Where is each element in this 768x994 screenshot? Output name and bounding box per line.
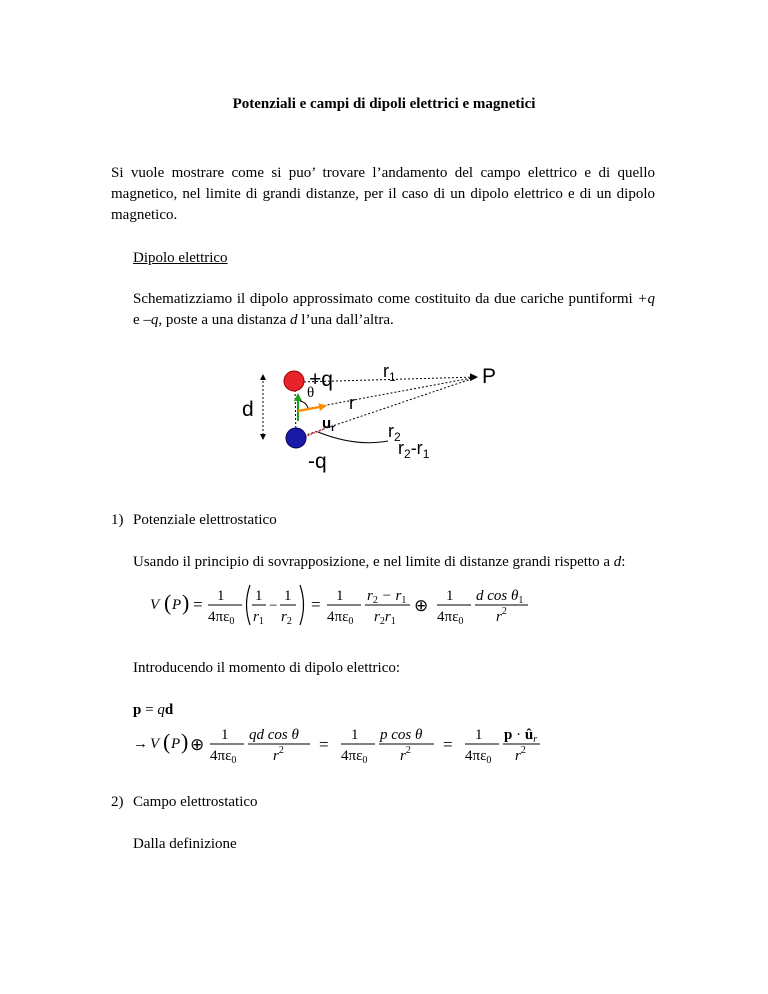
eq1-frac5-den-sub-b: 1 bbox=[390, 616, 396, 627]
eq2-frac5-den-main: 4πε bbox=[465, 748, 487, 764]
ur-label bbox=[322, 415, 335, 434]
eq2-frac4-num: p cos θ bbox=[380, 727, 423, 743]
eq1-frac7-num-main: d cos θ bbox=[476, 588, 519, 604]
eq1-r2: r bbox=[281, 609, 287, 625]
item-1-heading: Potenziale elettrostatico bbox=[133, 512, 277, 528]
r-label: r bbox=[349, 393, 355, 413]
eq1-frac3-num: 1 bbox=[284, 588, 292, 604]
eq1-minus: − bbox=[269, 598, 278, 614]
plus-charge bbox=[284, 371, 304, 391]
r2-label-main: r bbox=[388, 421, 394, 441]
eq2-lparen: ( bbox=[163, 729, 171, 754]
item-1-text-pre: Usando il principio di sovrapposizione, e nel limite di distanze grandi rispetto a bbox=[133, 554, 614, 570]
eq2-q: q bbox=[157, 702, 165, 718]
eq2-frac4-den-sup: 2 bbox=[405, 745, 411, 756]
equation-1 bbox=[150, 575, 610, 635]
eq2-frac5-den-sub: 0 bbox=[486, 755, 492, 766]
theta-arc bbox=[300, 401, 308, 408]
d-var: d bbox=[290, 312, 298, 328]
intro-line-1: Si vuole mostrare come si puo’ trovare l’andamento del campo elettrico e di quello bbox=[111, 165, 655, 181]
intro-dipole-text: Introducendo il momento di dipolo elettrico: bbox=[133, 660, 401, 676]
eq1-frac7-den bbox=[496, 606, 507, 625]
eq2-frac6-p: p bbox=[504, 727, 513, 743]
r2-r1-dash: -r bbox=[410, 438, 423, 458]
eq2-frac1-den-sub: 0 bbox=[231, 755, 237, 766]
plus-q-var: +q bbox=[637, 291, 655, 307]
eq1-frac6-den-main: 4πε bbox=[437, 609, 459, 625]
eq2-equals-1: = bbox=[319, 735, 329, 754]
eq2-V: V bbox=[150, 736, 160, 752]
eq1-r1-sub: 1 bbox=[258, 616, 264, 627]
r2-label-sub: 2 bbox=[394, 430, 401, 444]
eq1-approx: ⊕ bbox=[414, 596, 429, 615]
eq1-rparen: ) bbox=[182, 590, 190, 615]
eq1-r1: r bbox=[253, 609, 259, 625]
eq2-frac4-den-main: r bbox=[400, 748, 406, 764]
eq1-frac7-den-sup: 2 bbox=[501, 606, 507, 617]
eq2-d: d bbox=[164, 702, 174, 718]
eq2-frac6-u: û bbox=[524, 727, 534, 743]
eq2-frac6-den-sup: 2 bbox=[520, 745, 526, 756]
eq1-frac5-num-sub-b: 1 bbox=[401, 595, 407, 606]
eq1-frac5-den-b: r bbox=[384, 609, 391, 625]
minus-q-var: –q bbox=[143, 312, 159, 328]
eq2-frac3-den bbox=[341, 748, 367, 766]
eq1-frac5-num-a: r bbox=[367, 588, 373, 604]
item-1-text-var: d bbox=[613, 554, 622, 570]
eq1-frac5-den-sub-a: 2 bbox=[379, 616, 385, 627]
eq2-frac2-num: qd cos θ bbox=[249, 727, 299, 743]
eq1-frac6-num: 1 bbox=[446, 588, 454, 604]
item-1-text bbox=[133, 552, 625, 573]
eq2-approx: ⊕ bbox=[190, 735, 205, 754]
eq1-frac4-den-main: 4πε bbox=[327, 609, 349, 625]
item-1-number: 1) bbox=[111, 512, 124, 528]
intro-line-3: magnetico. bbox=[111, 207, 178, 223]
r2-r1-label bbox=[398, 438, 430, 461]
eq1-frac5-num bbox=[367, 588, 406, 606]
r2-r1-main-a: r bbox=[398, 438, 404, 458]
dipole-figure bbox=[230, 355, 530, 475]
eq1-frac2-den bbox=[253, 609, 264, 627]
ur-label-sub: r bbox=[331, 423, 336, 434]
eq2-rparen: ) bbox=[181, 729, 189, 754]
eq2-frac3-den-main: 4πε bbox=[341, 748, 363, 764]
r1-label bbox=[383, 361, 396, 384]
schematic-line-2 bbox=[133, 310, 655, 331]
r1-label-main: r bbox=[383, 361, 389, 381]
eq1-frac1-den-main: 4πε bbox=[208, 609, 230, 625]
eq2-frac6-den bbox=[515, 745, 526, 764]
schematic-text-2: e bbox=[133, 312, 144, 328]
page-title: Potenziali e campi di dipoli elettrici e magnetici bbox=[232, 96, 536, 112]
eq1-frac3-den bbox=[281, 609, 292, 627]
schematic-text-4: l’una dall’altra. bbox=[297, 312, 394, 328]
eq1-eq-1: = bbox=[193, 595, 203, 614]
schematic-line-1 bbox=[133, 289, 655, 310]
eq1-frac2-num: 1 bbox=[255, 588, 263, 604]
eq2-frac2-den bbox=[273, 745, 284, 764]
ur-label-main: u bbox=[322, 415, 332, 432]
eq2-P: P bbox=[171, 736, 181, 752]
eq2-frac1-den-main: 4πε bbox=[210, 748, 232, 764]
eq1-frac1-num: 1 bbox=[217, 588, 225, 604]
eq1-frac7-num-sub: 1 bbox=[518, 595, 524, 606]
eq2-eq: = bbox=[141, 702, 158, 718]
section-heading: Dipolo elettrico bbox=[133, 250, 228, 266]
eq1-frac5-num-b: − r bbox=[377, 588, 402, 604]
eq1-eq-2: = bbox=[311, 595, 321, 614]
r2-r1-sub-a: 2 bbox=[404, 447, 411, 461]
eq2-frac1-num: 1 bbox=[221, 727, 229, 743]
eq1-frac4-num: 1 bbox=[336, 588, 344, 604]
d-label: d bbox=[242, 398, 254, 421]
intro-paragraph bbox=[111, 163, 655, 226]
eq1-big-rparen bbox=[300, 585, 304, 625]
P-label: P bbox=[482, 365, 497, 388]
eq1-frac1-den-sub: 0 bbox=[229, 616, 235, 627]
item-2-heading: Campo elettrostatico bbox=[133, 794, 258, 810]
equation-2 bbox=[130, 714, 600, 774]
eq2-equals-2: = bbox=[443, 735, 453, 754]
ur-arrow bbox=[298, 406, 325, 411]
eq1-frac7-den-main: r bbox=[496, 609, 502, 625]
eq1-big-lparen bbox=[247, 585, 251, 625]
schematic-paragraph bbox=[133, 289, 655, 331]
eq2-frac6-den-main: r bbox=[515, 748, 521, 764]
eq1-V: V bbox=[150, 597, 160, 613]
eq2-frac2-den-main: r bbox=[273, 748, 279, 764]
schematic-text-3: , poste a una distanza bbox=[158, 312, 291, 328]
eq2-frac5-den bbox=[465, 748, 491, 766]
plus-q-label: +q bbox=[309, 368, 333, 391]
eq2-arrow: → bbox=[133, 736, 148, 752]
eq2-frac6-dot: · bbox=[512, 727, 525, 743]
eq1-frac6-den bbox=[437, 609, 463, 627]
eq2-p: p bbox=[133, 702, 142, 718]
item-2-number: 2) bbox=[111, 794, 124, 810]
definition-text: Dalla definizione bbox=[133, 836, 237, 852]
eq2-frac4-den bbox=[400, 745, 411, 764]
minus-q-label: -q bbox=[308, 450, 327, 473]
intro-line-2: magnetico, nel limite di grandi distanze, per il caso di un dipolo elettrico e di un dipolo bbox=[111, 186, 655, 202]
eq2-frac2-den-sup: 2 bbox=[278, 745, 284, 756]
eq1-frac6-den-sub: 0 bbox=[458, 616, 464, 627]
eq1-frac4-den-sub: 0 bbox=[348, 616, 354, 627]
eq1-frac4-den bbox=[327, 609, 353, 627]
theta-label: θ bbox=[307, 385, 315, 401]
r2-r1-sub-b: 1 bbox=[422, 447, 430, 461]
schematic-text-1: Schematizziamo il dipolo approssimato come costituito da due cariche puntiformi bbox=[133, 291, 638, 307]
r1-label-sub: 1 bbox=[389, 370, 396, 384]
eq2-frac6-num bbox=[504, 727, 537, 745]
eq1-lparen: ( bbox=[164, 590, 172, 615]
eq2-frac3-den-sub: 0 bbox=[362, 755, 368, 766]
eq1-frac7-num bbox=[476, 588, 523, 606]
minus-charge bbox=[286, 428, 306, 448]
eq1-frac5-den bbox=[374, 609, 396, 627]
eq1-frac5-den-a: r bbox=[374, 609, 380, 625]
eq2-frac5-num: 1 bbox=[475, 727, 483, 743]
r2-r1-pointer bbox=[318, 432, 388, 443]
eq1-frac1-den bbox=[208, 609, 234, 627]
eq1-r2-sub: 2 bbox=[286, 616, 292, 627]
eq1-frac5-num-sub-a: 2 bbox=[372, 595, 378, 606]
item-1-text-post: : bbox=[621, 554, 626, 570]
eq2-frac6-sub: r bbox=[533, 734, 538, 745]
eq1-P: P bbox=[172, 597, 182, 613]
eq2-frac3-num: 1 bbox=[351, 727, 359, 743]
eq2-frac1-den bbox=[210, 748, 236, 766]
